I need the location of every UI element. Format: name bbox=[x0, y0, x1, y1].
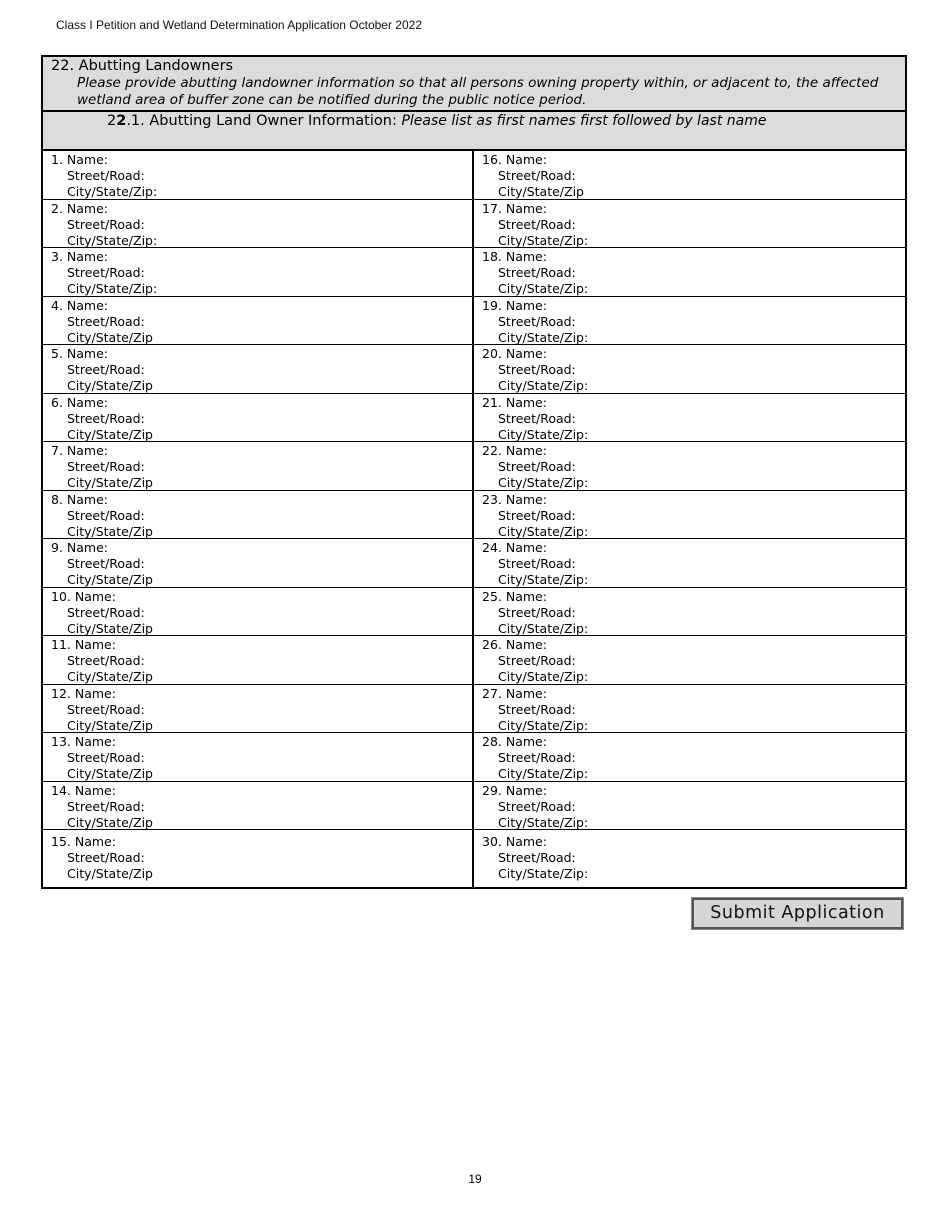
landowner-entry[interactable] bbox=[474, 200, 905, 249]
landowner-street-label: Street/Road: bbox=[67, 604, 145, 620]
landowner-street-label: Street/Road: bbox=[498, 265, 576, 280]
landowner-grid bbox=[43, 151, 905, 887]
landowner-city-label: City/State/Zip bbox=[67, 426, 153, 442]
landowner-street-label: Street/Road: bbox=[67, 750, 145, 765]
landowner-street-label: Street/Road: bbox=[67, 313, 145, 329]
landowner-city-label: City/State/Zip: bbox=[498, 232, 589, 248]
landowner-city-label: City/State/Zip: bbox=[498, 426, 589, 442]
landowner-street-label: Street/Road: bbox=[498, 798, 576, 814]
landowner-entry[interactable] bbox=[43, 442, 472, 491]
landowner-city-label: City/State/Zip: bbox=[67, 232, 158, 248]
landowner-name-label: 7. Name: bbox=[51, 443, 108, 458]
landowner-street-label: Street/Road: bbox=[498, 168, 576, 183]
landowner-street-label: Street/Road: bbox=[67, 507, 145, 523]
landowner-city-label: City/State/Zip: bbox=[498, 329, 589, 345]
landowner-city-label: City/State/Zip: bbox=[67, 281, 158, 296]
landowner-street-label: Street/Road: bbox=[498, 701, 576, 717]
landowner-name-label: 9. Name: bbox=[51, 540, 108, 555]
landowner-city-label: City/State/Zip bbox=[67, 669, 153, 684]
landowner-entry[interactable] bbox=[43, 151, 472, 200]
landowner-street-label: Street/Road: bbox=[498, 410, 576, 426]
landowner-street-label: Street/Road: bbox=[498, 750, 576, 765]
landowner-city-label: City/State/Zip: bbox=[498, 378, 589, 393]
section-instructions: Please provide abutting landowner information so that all persons owning property within, or adjacent to, the affected wetland area of buffer zone can be notified during the public notice period. bbox=[77, 75, 879, 108]
abutting-landowners-form bbox=[41, 55, 907, 889]
page-header: Class I Petition and Wetland Determination Application October 2022 bbox=[56, 18, 422, 32]
landowner-name-label: 2. Name: bbox=[51, 200, 108, 216]
landowner-city-label: City/State/Zip bbox=[67, 717, 153, 733]
subsection-header bbox=[43, 112, 905, 151]
landowner-city-label: City/State/Zip: bbox=[498, 523, 589, 539]
landowner-street-label: Street/Road: bbox=[67, 850, 145, 865]
landowner-entry[interactable] bbox=[43, 733, 472, 782]
landowner-city-label: City/State/Zip bbox=[67, 523, 153, 539]
landowner-name-label: 23. Name: bbox=[482, 491, 547, 507]
landowner-name-label: 30. Name: bbox=[482, 834, 547, 849]
subsection-number-prefix: 2 bbox=[107, 113, 117, 129]
landowner-entry[interactable] bbox=[43, 685, 472, 734]
landowner-city-label: City/State/Zip: bbox=[498, 866, 589, 881]
landowner-name-label: 14. Name: bbox=[51, 782, 116, 798]
landowner-city-label: City/State/Zip bbox=[67, 814, 153, 830]
landowner-name-label: 11. Name: bbox=[51, 637, 116, 652]
landowner-street-label: Street/Road: bbox=[67, 216, 145, 232]
landowner-street-label: Street/Road: bbox=[67, 265, 145, 280]
landowner-entry[interactable] bbox=[43, 248, 472, 297]
section-header bbox=[43, 57, 905, 112]
landowner-street-label: Street/Road: bbox=[67, 653, 145, 668]
landowner-entry[interactable] bbox=[43, 830, 472, 887]
landowner-street-label: Street/Road: bbox=[67, 410, 145, 426]
landowner-name-label: 10. Name: bbox=[51, 588, 116, 604]
landowner-city-label: City/State/Zip bbox=[67, 766, 153, 781]
page-number: 19 bbox=[468, 1172, 482, 1186]
subsection-label: Abutting Land Owner Information: bbox=[149, 113, 397, 129]
landowner-city-label: City/State/Zip: bbox=[498, 669, 589, 684]
landowner-entry[interactable] bbox=[474, 491, 905, 540]
landowner-city-label: City/State/Zip: bbox=[67, 184, 158, 199]
landowner-street-label: Street/Road: bbox=[67, 556, 145, 571]
landowner-name-label: 13. Name: bbox=[51, 734, 116, 749]
landowner-entry[interactable] bbox=[474, 733, 905, 782]
landowner-entry[interactable] bbox=[474, 151, 905, 200]
landowner-entry[interactable] bbox=[43, 200, 472, 249]
landowner-entry[interactable] bbox=[43, 539, 472, 588]
landowner-street-label: Street/Road: bbox=[498, 313, 576, 329]
landowner-name-label: 16. Name: bbox=[482, 152, 547, 167]
landowner-street-label: Street/Road: bbox=[498, 850, 576, 865]
landowner-entry[interactable] bbox=[43, 345, 472, 394]
landowner-entry[interactable] bbox=[474, 345, 905, 394]
landowner-name-label: 15. Name: bbox=[51, 834, 116, 849]
landowner-city-label: City/State/Zip: bbox=[498, 766, 589, 781]
landowner-entry[interactable] bbox=[43, 297, 472, 346]
landowner-entry[interactable] bbox=[474, 782, 905, 831]
landowner-name-label: 1. Name: bbox=[51, 152, 108, 167]
landowner-entry[interactable] bbox=[474, 394, 905, 443]
landowner-name-label: 5. Name: bbox=[51, 346, 108, 361]
landowner-name-label: 12. Name: bbox=[51, 685, 116, 701]
landowner-street-label: Street/Road: bbox=[67, 701, 145, 717]
landowner-name-label: 24. Name: bbox=[482, 540, 547, 555]
landowner-name-label: 22. Name: bbox=[482, 443, 547, 458]
landowner-name-label: 27. Name: bbox=[482, 685, 547, 701]
landowner-entry[interactable] bbox=[474, 685, 905, 734]
landowner-city-label: City/State/Zip: bbox=[498, 572, 589, 587]
landowner-city-label: City/State/Zip bbox=[67, 475, 153, 490]
landowner-street-label: Street/Road: bbox=[67, 798, 145, 814]
landowner-name-label: 29. Name: bbox=[482, 782, 547, 798]
landowner-name-label: 28. Name: bbox=[482, 734, 547, 749]
landowner-name-label: 25. Name: bbox=[482, 588, 547, 604]
landowner-city-label: City/State/Zip bbox=[67, 866, 153, 881]
landowner-entry[interactable] bbox=[43, 491, 472, 540]
landowner-city-label: City/State/Zip bbox=[498, 184, 584, 199]
subsection-number-suffix: .1. bbox=[126, 113, 145, 129]
landowner-entry[interactable] bbox=[474, 539, 905, 588]
submit-application-button[interactable]: Submit Application bbox=[692, 898, 903, 929]
landowner-name-label: 20. Name: bbox=[482, 346, 547, 361]
landowner-city-label: City/State/Zip: bbox=[498, 475, 589, 490]
landowner-entry[interactable] bbox=[43, 588, 472, 637]
landowner-street-label: Street/Road: bbox=[67, 362, 145, 377]
landowner-entry[interactable] bbox=[43, 394, 472, 443]
landowner-entry[interactable] bbox=[474, 297, 905, 346]
landowner-column-right bbox=[474, 151, 905, 887]
landowner-city-label: City/State/Zip: bbox=[498, 717, 589, 733]
landowner-entry[interactable] bbox=[474, 636, 905, 685]
landowner-city-label: City/State/Zip bbox=[67, 572, 153, 587]
landowner-column-left bbox=[43, 151, 474, 887]
landowner-entry[interactable] bbox=[474, 248, 905, 297]
landowner-name-label: 19. Name: bbox=[482, 297, 547, 313]
landowner-name-label: 6. Name: bbox=[51, 394, 108, 410]
landowner-city-label: City/State/Zip bbox=[67, 620, 153, 636]
landowner-name-label: 21. Name: bbox=[482, 394, 547, 410]
landowner-street-label: Street/Road: bbox=[498, 459, 576, 474]
landowner-street-label: Street/Road: bbox=[67, 459, 145, 474]
landowner-street-label: Street/Road: bbox=[498, 216, 576, 232]
landowner-street-label: Street/Road: bbox=[498, 507, 576, 523]
landowner-city-label: City/State/Zip: bbox=[498, 620, 589, 636]
landowner-entry[interactable] bbox=[474, 588, 905, 637]
landowner-entry[interactable] bbox=[43, 636, 472, 685]
landowner-entry[interactable] bbox=[474, 442, 905, 491]
landowner-name-label: 18. Name: bbox=[482, 249, 547, 264]
landowner-name-label: 17. Name: bbox=[482, 200, 547, 216]
subsection-instruction: Please list as first names first followed by last name bbox=[401, 113, 767, 129]
landowner-name-label: 3. Name: bbox=[51, 249, 108, 264]
landowner-entry[interactable] bbox=[474, 830, 905, 887]
landowner-street-label: Street/Road: bbox=[498, 604, 576, 620]
landowner-city-label: City/State/Zip bbox=[67, 329, 153, 345]
landowner-name-label: 4. Name: bbox=[51, 297, 108, 313]
landowner-name-label: 8. Name: bbox=[51, 491, 108, 507]
landowner-name-label: 26. Name: bbox=[482, 637, 547, 652]
subsection-number-bold: 2 bbox=[116, 113, 127, 129]
landowner-street-label: Street/Road: bbox=[498, 556, 576, 571]
landowner-city-label: City/State/Zip: bbox=[498, 814, 589, 830]
landowner-street-label: Street/Road: bbox=[498, 362, 576, 377]
landowner-city-label: City/State/Zip bbox=[67, 378, 153, 393]
landowner-entry[interactable] bbox=[43, 782, 472, 831]
landowner-street-label: Street/Road: bbox=[498, 653, 576, 668]
section-title: 22. Abutting Landowners bbox=[51, 58, 234, 74]
landowner-city-label: City/State/Zip: bbox=[498, 281, 589, 296]
landowner-street-label: Street/Road: bbox=[67, 168, 145, 183]
